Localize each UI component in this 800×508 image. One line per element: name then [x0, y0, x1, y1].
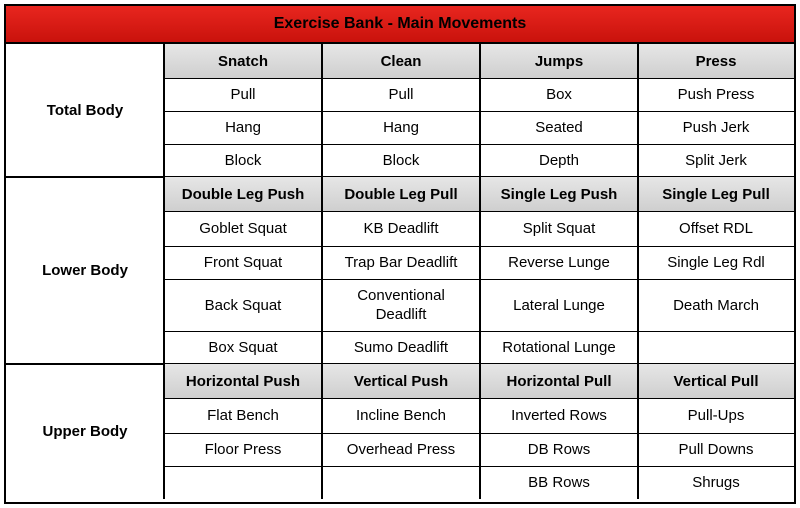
table-cell: Lateral Lunge: [513, 296, 605, 314]
section-label: Total Body: [46, 102, 124, 119]
table-cell: Block: [382, 152, 420, 169]
column-divider: [479, 44, 481, 499]
column-header: Snatch: [164, 44, 322, 78]
table-cell: Hang: [383, 119, 419, 136]
table-cell: Shrugs: [692, 474, 740, 491]
table-cell: Inverted Rows: [511, 407, 607, 424]
table-cell: Split Jerk: [685, 152, 747, 169]
table-cell: Split Squat: [522, 220, 596, 237]
exercise-bank-sheet: [4, 4, 796, 504]
column-header: Vertical Push: [322, 364, 480, 398]
column-header: Double Leg Pull: [322, 177, 480, 211]
table-cell: Offset RDL: [679, 220, 753, 237]
column-header: Single Leg Push: [480, 177, 638, 211]
table-cell: Push Jerk: [682, 119, 750, 136]
table-cell: Pull Downs: [678, 441, 754, 458]
table-cell: Goblet Squat: [199, 220, 287, 237]
table-cell: Single Leg Rdl: [667, 254, 765, 271]
table-cell: Sumo Deadlift: [353, 339, 449, 356]
table-cell: Seated: [535, 119, 583, 136]
table-cell: Trap Bar Deadlift: [344, 254, 458, 271]
table-cell: Flat Bench: [207, 407, 279, 424]
table-cell: [164, 466, 322, 499]
table-cell: BB Rows: [528, 474, 590, 491]
table-cell: Conventional Deadlift: [357, 287, 445, 323]
column-header: Jumps: [480, 44, 638, 78]
table-cell: DB Rows: [527, 441, 591, 458]
table-cell: Pull: [388, 86, 414, 103]
table-cell: [322, 466, 480, 499]
table-cell: Push Press: [677, 86, 755, 103]
table-cell: Death March: [673, 296, 759, 314]
column-header: Horizontal Push: [164, 364, 322, 398]
table-cell: Block: [224, 152, 262, 169]
table-cell: Hang: [225, 119, 261, 136]
section-label: Upper Body: [42, 423, 128, 440]
table-cell: Box: [546, 86, 572, 103]
table-cell: [638, 331, 794, 364]
column-header: Single Leg Pull: [638, 177, 794, 211]
table-cell: Depth: [538, 152, 580, 169]
exercise-table: [6, 44, 794, 502]
column-header: Horizontal Pull: [480, 364, 638, 398]
table-cell: Overhead Press: [346, 441, 456, 458]
section-label: Lower Body: [42, 262, 128, 279]
table-cell: KB Deadlift: [363, 220, 439, 237]
sheet-title: Exercise Bank - Main Movements: [6, 6, 794, 44]
column-header: Press: [638, 44, 794, 78]
column-divider: [163, 44, 165, 499]
table-cell: Back Squat: [204, 296, 282, 314]
column-header: Double Leg Push: [164, 177, 322, 211]
column-divider: [637, 44, 639, 499]
table-cell: Pull-Ups: [687, 407, 745, 424]
table-cell: Front Squat: [203, 254, 283, 271]
column-header: Clean: [322, 44, 480, 78]
column-divider: [321, 44, 323, 499]
table-cell: Box Squat: [208, 339, 278, 356]
table-cell: Pull: [230, 86, 256, 103]
table-cell: Incline Bench: [355, 407, 447, 424]
table-cell: Rotational Lunge: [502, 339, 616, 356]
column-header: Vertical Pull: [638, 364, 794, 398]
table-cell: Reverse Lunge: [508, 254, 610, 271]
table-cell: Floor Press: [204, 441, 282, 458]
